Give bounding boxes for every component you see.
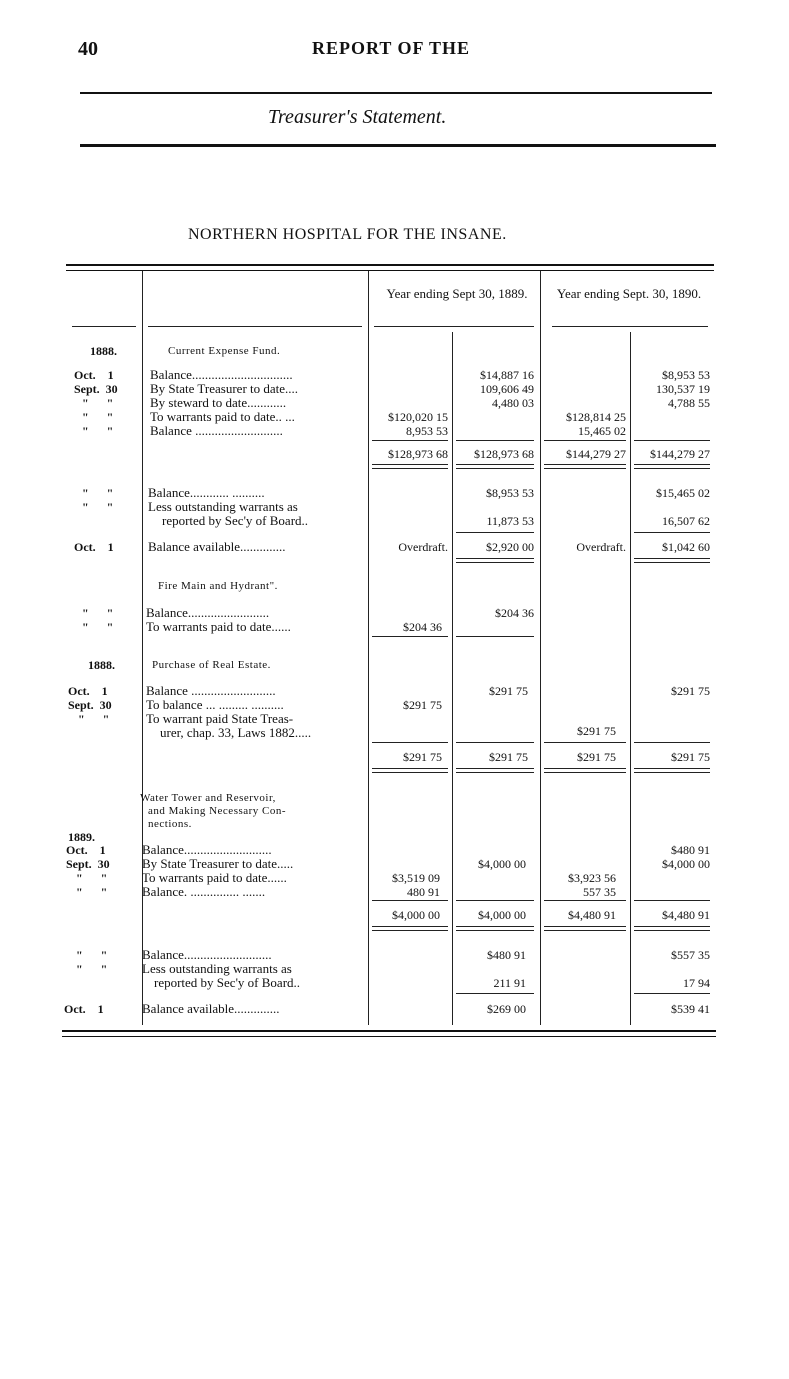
table-top-rule-1 — [66, 264, 714, 266]
row-desc-cont: reported by Sec'y of Board.. — [162, 513, 309, 528]
cell-1890-b: 130,537 19 — [656, 382, 710, 396]
cell-1889-b: $204 36 — [495, 606, 534, 620]
sum-rule — [456, 532, 534, 533]
row-desc: Balance .......................... — [146, 683, 276, 698]
double-rule — [372, 930, 448, 931]
cell-1889-a: 8,953 53 — [406, 424, 448, 438]
row-desc: To balance ... ......... .......... — [146, 697, 284, 712]
sum-rule — [544, 742, 626, 743]
sum-rule — [456, 636, 534, 637]
row-date: Sept. 30 — [74, 382, 118, 396]
running-head: REPORT OF THE — [312, 38, 471, 58]
double-rule — [634, 772, 710, 773]
row-date: " " — [82, 620, 114, 634]
row-desc-cont: reported by Sec'y of Board.. — [154, 975, 301, 990]
row-date: " " — [82, 500, 114, 514]
row-date: Oct. 1 — [64, 1002, 104, 1016]
sum-rule — [372, 440, 448, 441]
institution-title: NORTHERN HOSPITAL FOR THE INSANE. — [188, 226, 507, 243]
sum-rule — [634, 742, 710, 743]
cell-1889-b: $269 00 — [487, 1002, 526, 1016]
year-label: 1889. — [68, 830, 95, 844]
row-desc: Balance ........................... — [150, 423, 283, 438]
cell-1889-b: $291 75 — [489, 684, 528, 698]
header-underline — [552, 326, 708, 327]
cell-1890-b: $291 75 — [671, 684, 710, 698]
table-bottom-rule-1 — [62, 1030, 716, 1032]
double-rule — [372, 464, 448, 465]
row-desc: Less outstanding warrants as — [142, 961, 292, 976]
total-cell: $4,480 91 — [662, 908, 710, 922]
total-cell: $291 75 — [671, 750, 710, 764]
sum-rule — [634, 900, 710, 901]
row-desc: By State Treasurer to date.... — [150, 381, 299, 396]
table-top-rule-2 — [66, 270, 714, 271]
double-rule — [544, 772, 626, 773]
fund-heading: Fire Main and Hydrant". — [158, 580, 278, 592]
col-sep-years — [540, 271, 541, 1025]
section-title: Treasurer's Statement. — [268, 106, 447, 128]
total-cell: $4,480 91 — [568, 908, 616, 922]
col-sep-1889-mid — [452, 332, 453, 1025]
sum-rule — [544, 900, 626, 901]
cell-1889-a: $204 36 — [403, 620, 442, 634]
double-rule — [544, 930, 626, 931]
row-desc: Balance........................... — [142, 842, 272, 857]
double-rule — [372, 468, 448, 469]
double-rule — [634, 930, 710, 931]
fund-heading: Current Expense Fund. — [168, 345, 281, 357]
sum-rule — [456, 440, 534, 441]
sum-rule — [372, 636, 448, 637]
row-date: " " — [76, 962, 108, 976]
double-rule — [456, 926, 534, 927]
total-cell: $4,000 00 — [478, 908, 526, 922]
row-date: " " — [78, 712, 110, 726]
cell-1889-a: Overdraft. — [398, 540, 448, 554]
row-date: Oct. 1 — [74, 540, 114, 554]
header-underline — [72, 326, 136, 327]
cell-1889-a: $291 75 — [403, 698, 442, 712]
cell-1890-b: 16,507 62 — [662, 514, 710, 528]
cell-1890-b: $8,953 53 — [662, 368, 710, 382]
row-date: Oct. 1 — [66, 843, 106, 857]
row-desc: To warrants paid to date...... — [146, 619, 291, 634]
double-rule — [456, 558, 534, 559]
double-rule — [372, 926, 448, 927]
cell-1890-b: $4,000 00 — [662, 857, 710, 871]
sum-rule — [634, 440, 710, 441]
cell-1889-a: 480 91 — [407, 885, 440, 899]
sum-rule — [456, 900, 534, 901]
total-cell: $128,973 68 — [388, 447, 448, 461]
cell-1890-b: 17 94 — [683, 976, 710, 990]
total-cell: $128,973 68 — [474, 447, 534, 461]
sum-rule — [372, 900, 448, 901]
fund-heading: Water Tower and Reservoir, — [140, 792, 276, 804]
double-rule — [456, 772, 534, 773]
double-rule — [372, 772, 448, 773]
row-desc-cont: urer, chap. 33, Laws 1882..... — [160, 725, 312, 740]
row-date: " " — [82, 410, 114, 424]
double-rule — [634, 464, 710, 465]
cell-1889-b: 109,606 49 — [480, 382, 534, 396]
sum-rule — [544, 440, 626, 441]
total-cell: $144,279 27 — [650, 447, 710, 461]
cell-1890-b: $480 91 — [671, 843, 710, 857]
row-desc: By State Treasurer to date..... — [142, 856, 294, 871]
cell-1890-a: 557 35 — [583, 885, 616, 899]
double-rule — [634, 468, 710, 469]
row-date: " " — [76, 948, 108, 962]
row-desc: Balance. ............... ....... — [142, 884, 266, 899]
sum-rule — [634, 993, 710, 994]
cell-1889-b: $14,887 16 — [480, 368, 534, 382]
header-rule — [80, 92, 712, 94]
row-desc: Balance............ .......... — [148, 485, 265, 500]
double-rule — [634, 562, 710, 563]
row-date: " " — [82, 424, 114, 438]
fund-heading: Purchase of Real Estate. — [152, 659, 271, 671]
sum-rule — [634, 532, 710, 533]
row-desc: To warrants paid to date.. ... — [150, 409, 295, 424]
double-rule — [456, 562, 534, 563]
cell-1890-b: 4,788 55 — [668, 396, 710, 410]
cell-1890-a: $128,814 25 — [566, 410, 626, 424]
row-date: " " — [76, 885, 108, 899]
col-header-1889: Year ending Sept 30, 1889. — [386, 286, 528, 301]
header-underline — [148, 326, 362, 327]
double-rule — [456, 930, 534, 931]
row-desc: Balance............................... — [150, 367, 293, 382]
double-rule — [634, 768, 710, 769]
cell-1890-b: $15,465 02 — [656, 486, 710, 500]
col-header-1890: Year ending Sept. 30, 1890. — [556, 286, 702, 301]
row-date: Sept. 30 — [68, 698, 112, 712]
double-rule — [456, 464, 534, 465]
double-rule — [544, 468, 626, 469]
row-date: Oct. 1 — [74, 368, 114, 382]
cell-1889-b: $2,920 00 — [486, 540, 534, 554]
double-rule — [634, 926, 710, 927]
cell-1889-b: $8,953 53 — [486, 486, 534, 500]
cell-1890-a: 15,465 02 — [578, 424, 626, 438]
fund-heading-cont: and Making Necessary Con- — [148, 805, 287, 817]
double-rule — [456, 468, 534, 469]
cell-1889-b: $480 91 — [487, 948, 526, 962]
row-desc: Balance available.............. — [142, 1001, 280, 1016]
cell-1890-b: $557 35 — [671, 948, 710, 962]
row-desc: To warrants paid to date...... — [142, 870, 287, 885]
year-label: 1888. — [90, 344, 117, 358]
cell-1890-a: $3,923 56 — [568, 871, 616, 885]
cell-1889-b: 4,480 03 — [492, 396, 534, 410]
row-desc: Less outstanding warrants as — [148, 499, 298, 514]
row-date: " " — [82, 606, 114, 620]
total-cell: $291 75 — [403, 750, 442, 764]
row-desc: Balance........................... — [142, 947, 272, 962]
cell-1889-b: 211 91 — [493, 976, 526, 990]
row-date: " " — [76, 871, 108, 885]
row-date: Sept. 30 — [66, 857, 110, 871]
cell-1890-b: $539 41 — [671, 1002, 710, 1016]
cell-1889-a: $3,519 09 — [392, 871, 440, 885]
col-sep-date — [142, 271, 143, 1025]
sum-rule — [456, 742, 534, 743]
table-bottom-rule-2 — [62, 1036, 716, 1037]
row-desc: Balance......................... — [146, 605, 270, 620]
total-cell: $291 75 — [489, 750, 528, 764]
row-desc: To warrant paid State Treas- — [146, 711, 294, 726]
cell-1890-a: $291 75 — [577, 724, 616, 738]
cell-1889-a: $120,020 15 — [388, 410, 448, 424]
double-rule — [544, 926, 626, 927]
col-sep-1890-mid — [630, 332, 631, 1025]
year-label: 1888. — [88, 658, 115, 672]
double-rule — [544, 464, 626, 465]
cell-1890-a: Overdraft. — [576, 540, 626, 554]
double-rule — [372, 768, 448, 769]
double-rule — [544, 768, 626, 769]
sum-rule — [456, 993, 534, 994]
total-cell: $144,279 27 — [566, 447, 626, 461]
sum-rule — [372, 742, 448, 743]
row-date: Oct. 1 — [68, 684, 108, 698]
row-date: " " — [82, 486, 114, 500]
section-rule — [80, 144, 716, 147]
page-number: 40 — [78, 38, 98, 60]
row-date: " " — [82, 396, 114, 410]
cell-1889-b: 11,873 53 — [486, 514, 534, 528]
cell-1890-b: $1,042 60 — [662, 540, 710, 554]
row-desc: By steward to date............ — [150, 395, 287, 410]
col-sep-desc — [368, 271, 369, 1025]
double-rule — [634, 558, 710, 559]
cell-1889-b: $4,000 00 — [478, 857, 526, 871]
double-rule — [456, 768, 534, 769]
header-underline — [374, 326, 534, 327]
fund-heading-cont: nections. — [148, 818, 192, 830]
row-desc: Balance available.............. — [148, 539, 286, 554]
total-cell: $4,000 00 — [392, 908, 440, 922]
total-cell: $291 75 — [577, 750, 616, 764]
